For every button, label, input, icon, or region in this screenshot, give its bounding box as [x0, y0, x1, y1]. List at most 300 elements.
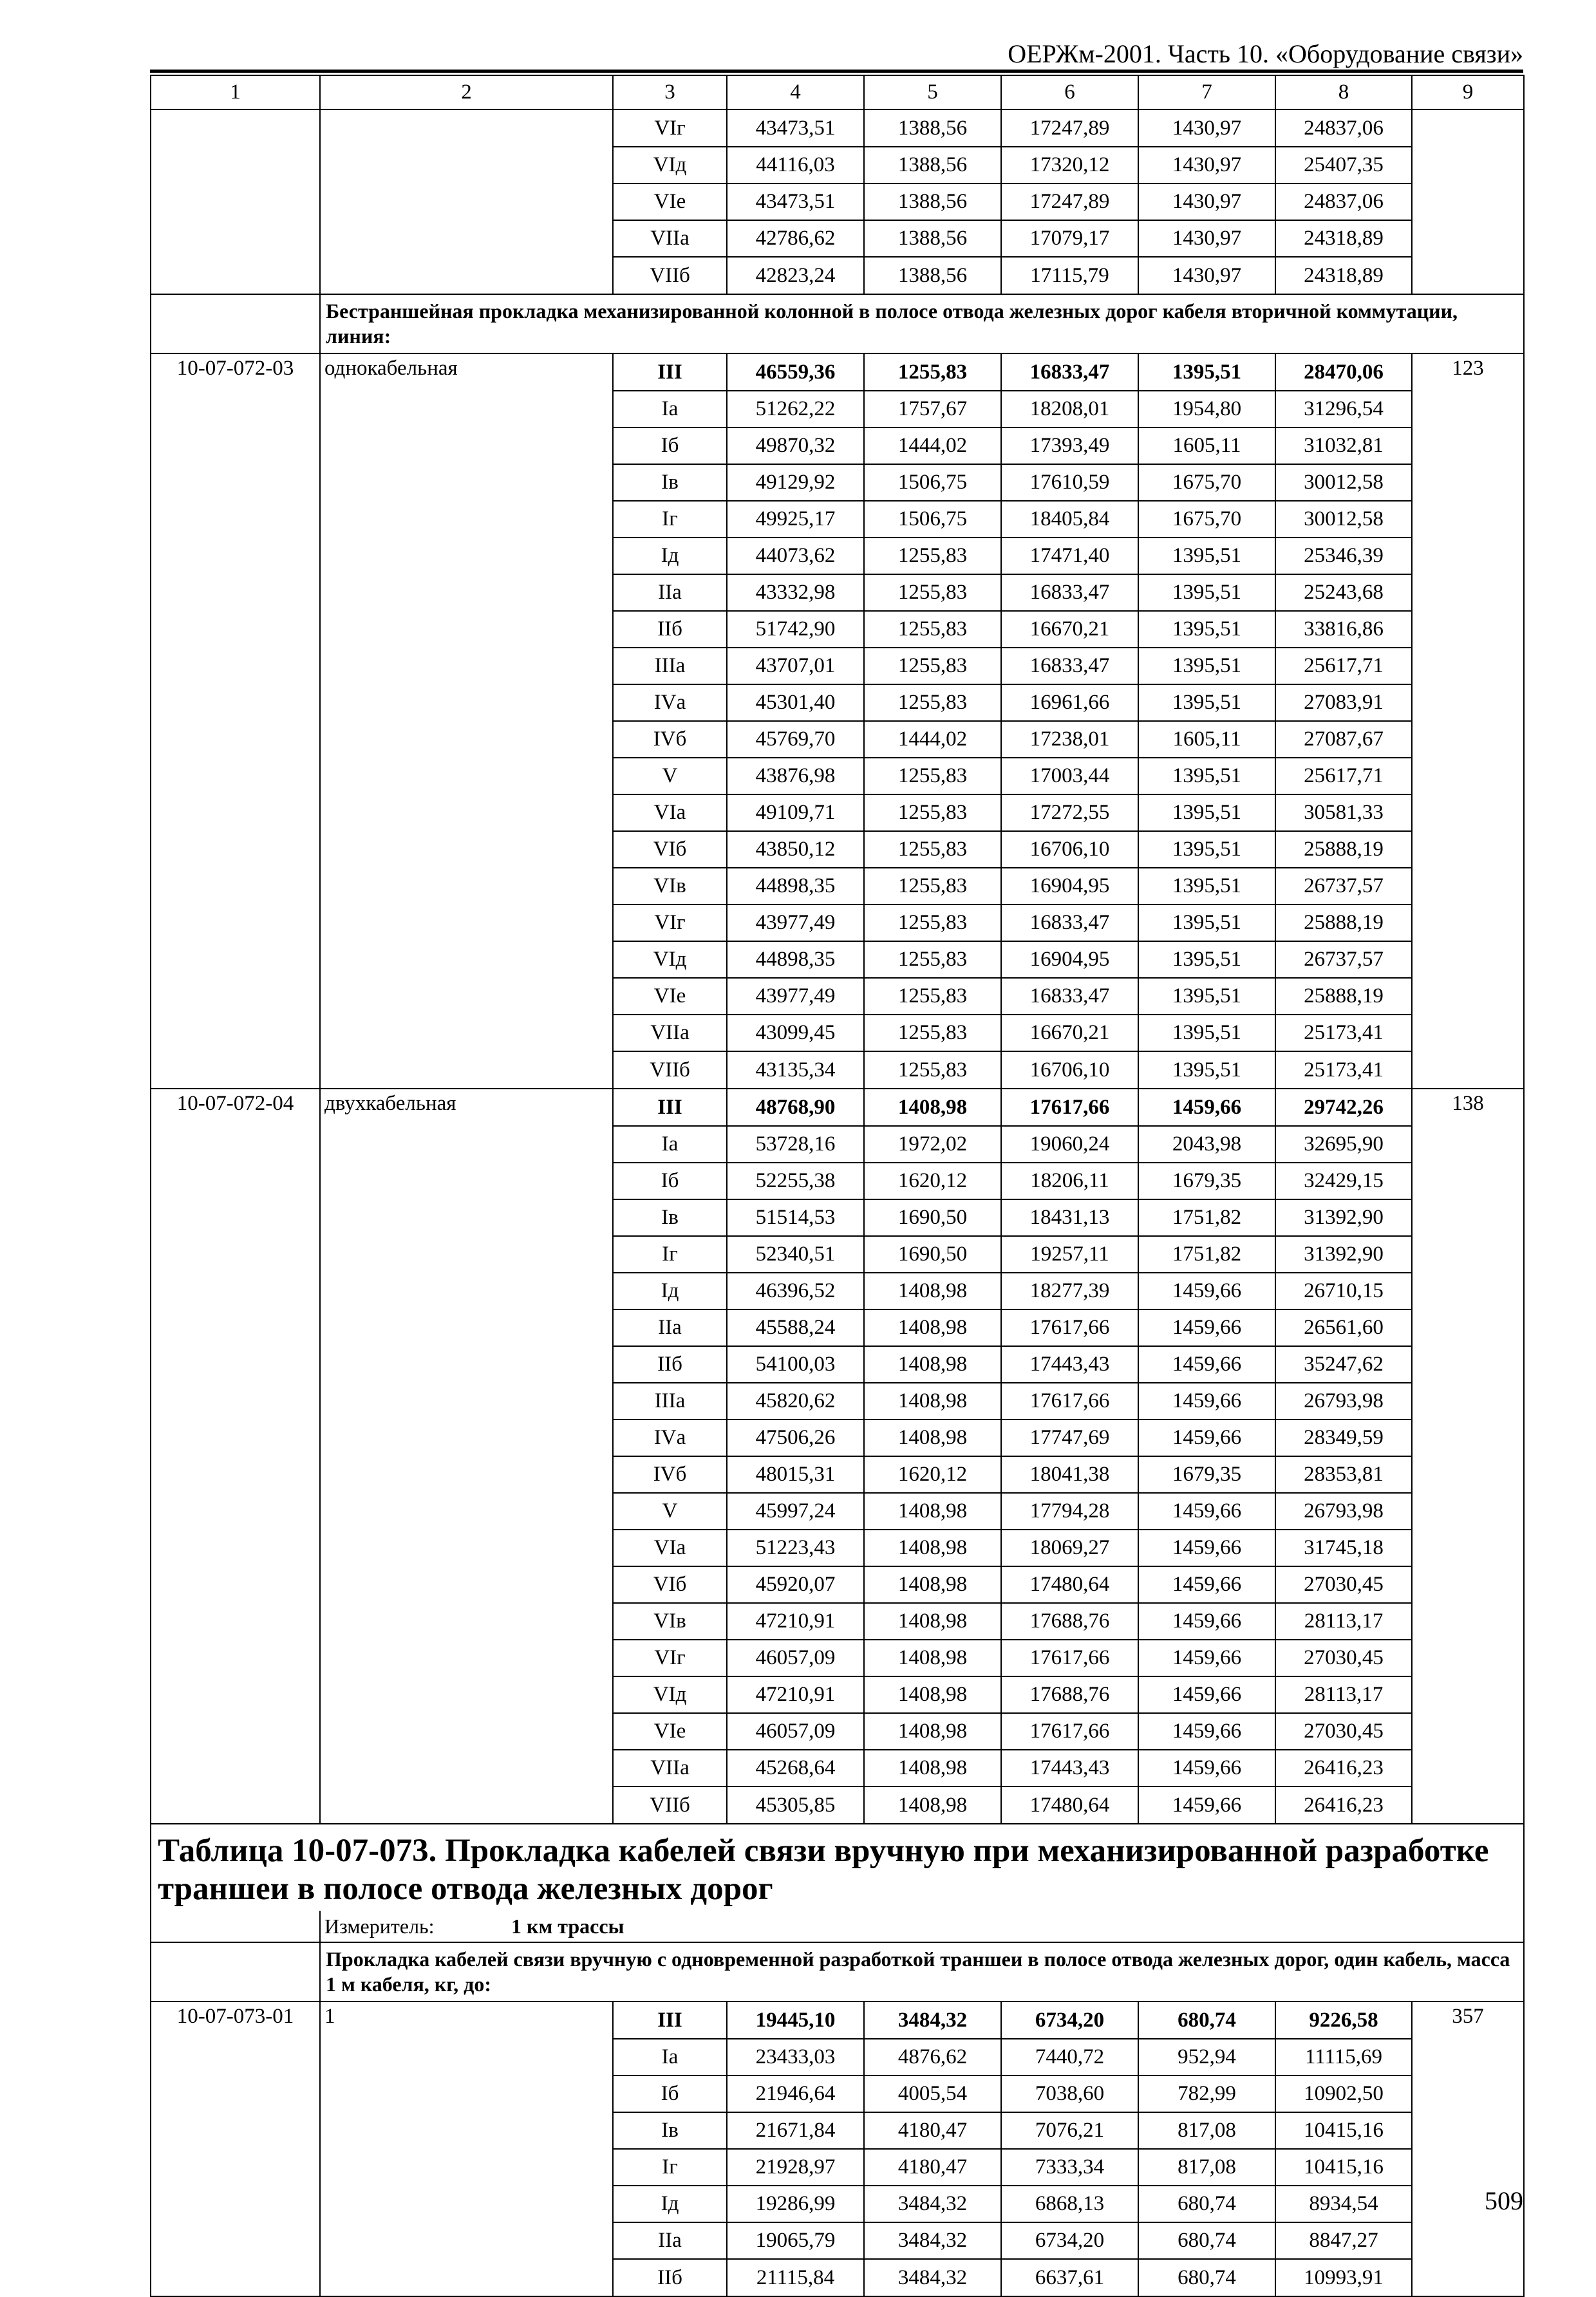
cell-value: 17471,40 — [1001, 538, 1138, 574]
table-row — [151, 1713, 1524, 1750]
cell-value: 3484,32 — [864, 2002, 1001, 2039]
cell-code — [151, 758, 320, 794]
cell-code — [151, 2186, 320, 2222]
cell-value: 17480,64 — [1001, 1566, 1138, 1603]
cell-name — [320, 1420, 613, 1456]
cell-value: 680,74 — [1138, 2186, 1275, 2222]
cell-code — [151, 1236, 320, 1273]
cell-name: двухкабельная — [320, 1089, 613, 1126]
table-row — [151, 1126, 1524, 1163]
cell-value: 19060,24 — [1001, 1126, 1138, 1163]
cell-name — [320, 721, 613, 758]
cell-name — [320, 574, 613, 611]
cell-value: 8934,54 — [1275, 2186, 1412, 2222]
cell-value: 45588,24 — [727, 1309, 864, 1346]
cell-value: 28113,17 — [1275, 1676, 1412, 1713]
cell-value: 19445,10 — [727, 2002, 864, 2039]
table-row — [151, 2112, 1524, 2149]
table-row — [151, 868, 1524, 905]
cell-value: 7333,34 — [1001, 2149, 1138, 2186]
cell-value: 1679,35 — [1138, 1456, 1275, 1493]
cell-code — [151, 831, 320, 868]
cell-value: 1459,66 — [1138, 1786, 1275, 1824]
cell-col9 — [1412, 831, 1524, 868]
cell-code — [151, 1456, 320, 1493]
cell-value: 3484,32 — [864, 2186, 1001, 2222]
cell-value: 8847,27 — [1275, 2222, 1412, 2259]
cell-col9 — [1412, 758, 1524, 794]
cell-col9 — [1412, 2149, 1524, 2186]
cell-col9 — [1412, 978, 1524, 1015]
cell-value: 18277,39 — [1001, 1273, 1138, 1309]
cell-col9 — [1412, 1051, 1524, 1089]
cell-value: 27087,67 — [1275, 721, 1412, 758]
cell-value: 1388,56 — [864, 147, 1001, 183]
cell-name — [320, 1603, 613, 1640]
cell-value: 25407,35 — [1275, 147, 1412, 183]
cell-col9 — [1412, 501, 1524, 538]
cell-name — [320, 1199, 613, 1236]
cell-name — [320, 2186, 613, 2222]
cell-value: 26710,15 — [1275, 1273, 1412, 1309]
cell-value: 1388,56 — [864, 257, 1001, 294]
cell-code — [151, 941, 320, 978]
cell-name — [320, 1456, 613, 1493]
cell-name — [320, 1530, 613, 1566]
cell-code — [151, 391, 320, 427]
cell-col9 — [1412, 1786, 1524, 1824]
cell-value: 1430,97 — [1138, 109, 1275, 147]
cell-name — [320, 109, 613, 147]
cell-value: 30581,33 — [1275, 794, 1412, 831]
cell-value: 49870,32 — [727, 427, 864, 464]
cell-value: 25888,19 — [1275, 905, 1412, 941]
cell-value: 1459,66 — [1138, 1750, 1275, 1786]
cell-value: 1675,70 — [1138, 464, 1275, 501]
cell-code — [151, 1383, 320, 1420]
cell-value: 17617,66 — [1001, 1383, 1138, 1420]
cell-value: 17610,59 — [1001, 464, 1138, 501]
cell-col9 — [1412, 1163, 1524, 1199]
cell-col9 — [1412, 220, 1524, 257]
cell-region: IIа — [613, 1309, 727, 1346]
cell-col9 — [1412, 257, 1524, 294]
cell-blank — [151, 294, 320, 353]
cell-value: 43876,98 — [727, 758, 864, 794]
table-row — [151, 1676, 1524, 1713]
cell-name — [320, 1640, 613, 1676]
cell-value: 51742,90 — [727, 611, 864, 648]
column-number: 3 — [613, 75, 727, 109]
cell-col9 — [1412, 794, 1524, 831]
section-description: Прокладка кабелей связи вручную с одновременной разработкой траншеи в полосе отвода железных дорог, один кабель, масса 1 м кабеля, кг, до: — [320, 1942, 1524, 2002]
measure-value: 1 км трассы — [511, 1915, 624, 1938]
cell-name — [320, 1750, 613, 1786]
cell-name — [320, 257, 613, 294]
cell-value: 25173,41 — [1275, 1051, 1412, 1089]
cell-code — [151, 2039, 320, 2076]
cell-code — [151, 2259, 320, 2296]
cell-value: 1395,51 — [1138, 684, 1275, 721]
cell-value: 4876,62 — [864, 2039, 1001, 2076]
cell-value: 43473,51 — [727, 183, 864, 220]
cell-name — [320, 183, 613, 220]
cell-value: 25888,19 — [1275, 978, 1412, 1015]
cell-code — [151, 1786, 320, 1824]
table-row — [151, 2076, 1524, 2112]
table-row — [151, 758, 1524, 794]
cell-value: 28353,81 — [1275, 1456, 1412, 1493]
cell-value: 30012,58 — [1275, 464, 1412, 501]
cell-value: 27083,91 — [1275, 684, 1412, 721]
cell-value: 45268,64 — [727, 1750, 864, 1786]
cell-value: 30012,58 — [1275, 501, 1412, 538]
cell-value: 16706,10 — [1001, 1051, 1138, 1089]
cell-region: VIд — [613, 1676, 727, 1713]
table-row — [151, 721, 1524, 758]
table-row — [151, 1199, 1524, 1236]
column-number: 4 — [727, 75, 864, 109]
cell-value: 16904,95 — [1001, 868, 1138, 905]
cell-value: 1255,83 — [864, 941, 1001, 978]
cell-value: 21671,84 — [727, 2112, 864, 2149]
cell-name — [320, 2112, 613, 2149]
cell-value: 3484,32 — [864, 2222, 1001, 2259]
cell-code — [151, 648, 320, 684]
cell-col9 — [1412, 2222, 1524, 2259]
cell-col9 — [1412, 721, 1524, 758]
cell-col9 — [1412, 1309, 1524, 1346]
cell-region: Iг — [613, 2149, 727, 2186]
cell-value: 1408,98 — [864, 1713, 1001, 1750]
cell-value: 680,74 — [1138, 2002, 1275, 2039]
cell-region: Iд — [613, 1273, 727, 1309]
cell-value: 1506,75 — [864, 501, 1001, 538]
cell-code — [151, 1750, 320, 1786]
table-row — [151, 1603, 1524, 1640]
measure-row — [151, 1911, 1524, 1942]
cell-code — [151, 794, 320, 831]
cell-name — [320, 2222, 613, 2259]
cell-value: 1459,66 — [1138, 1420, 1275, 1456]
table-row — [151, 1163, 1524, 1199]
cell-value: 16961,66 — [1001, 684, 1138, 721]
cell-value: 45820,62 — [727, 1383, 864, 1420]
cell-value: 1408,98 — [864, 1346, 1001, 1383]
cell-value: 16833,47 — [1001, 353, 1138, 391]
cell-col9 — [1412, 1126, 1524, 1163]
cell-value: 47506,26 — [727, 1420, 864, 1456]
cell-value: 24837,06 — [1275, 109, 1412, 147]
cell-value: 1459,66 — [1138, 1530, 1275, 1566]
cell-name — [320, 1493, 613, 1530]
cell-value: 1255,83 — [864, 684, 1001, 721]
cell-col9 — [1412, 1750, 1524, 1786]
cell-region: Iа — [613, 1126, 727, 1163]
cell-value: 1255,83 — [864, 1051, 1001, 1089]
rates-table — [150, 75, 1525, 2297]
table-row — [151, 2039, 1524, 2076]
cell-name: однокабельная — [320, 353, 613, 391]
cell-value: 782,99 — [1138, 2076, 1275, 2112]
cell-value: 1408,98 — [864, 1383, 1001, 1420]
cell-col9 — [1412, 868, 1524, 905]
cell-name — [320, 427, 613, 464]
cell-value: 21115,84 — [727, 2259, 864, 2296]
cell-name — [320, 1383, 613, 1420]
cell-value: 44073,62 — [727, 538, 864, 574]
cell-value: 16670,21 — [1001, 611, 1138, 648]
cell-value: 45920,07 — [727, 1566, 864, 1603]
cell-col9 — [1412, 1713, 1524, 1750]
cell-value: 4180,47 — [864, 2149, 1001, 2186]
cell-col9 — [1412, 109, 1524, 147]
cell-col9 — [1412, 1676, 1524, 1713]
cell-value: 45769,70 — [727, 721, 864, 758]
cell-name — [320, 1273, 613, 1309]
cell-value: 1751,82 — [1138, 1199, 1275, 1236]
table-row — [151, 1015, 1524, 1051]
cell-value: 1430,97 — [1138, 220, 1275, 257]
table-title: Таблица 10-07-073. Прокладка кабелей связи вручную при механизированной разработке траншеи в полосе отвода железных дорог — [151, 1824, 1524, 1911]
cell-name: 1 — [320, 2002, 613, 2039]
cell-col9 — [1412, 611, 1524, 648]
cell-value: 6734,20 — [1001, 2002, 1138, 2039]
cell-code — [151, 1676, 320, 1713]
cell-region: V — [613, 758, 727, 794]
cell-value: 1395,51 — [1138, 794, 1275, 831]
cell-value: 43850,12 — [727, 831, 864, 868]
cell-value: 17688,76 — [1001, 1676, 1138, 1713]
cell-value: 18206,11 — [1001, 1163, 1138, 1199]
cell-value: 25617,71 — [1275, 648, 1412, 684]
section-description: Бестраншейная прокладка механизированной колонной в полосе отвода железных дорог кабеля вторичной коммутации, линия: — [320, 294, 1524, 353]
cell-name — [320, 648, 613, 684]
cell-code — [151, 1015, 320, 1051]
cell-value: 26793,98 — [1275, 1493, 1412, 1530]
cell-value: 24318,89 — [1275, 220, 1412, 257]
cell-value: 28470,06 — [1275, 353, 1412, 391]
cell-value: 952,94 — [1138, 2039, 1275, 2076]
cell-value: 45305,85 — [727, 1786, 864, 1824]
cell-code — [151, 1566, 320, 1603]
table-row — [151, 2149, 1524, 2186]
table-row — [151, 1346, 1524, 1383]
table-row — [151, 905, 1524, 941]
cell-value: 1408,98 — [864, 1089, 1001, 1126]
cell-region: VIа — [613, 794, 727, 831]
table-row — [151, 941, 1524, 978]
cell-code: 10-07-073-01 — [151, 2002, 320, 2039]
cell-value: 16904,95 — [1001, 941, 1138, 978]
cell-value: 1408,98 — [864, 1566, 1001, 1603]
cell-value: 53728,16 — [727, 1126, 864, 1163]
cell-code — [151, 1640, 320, 1676]
cell-region: VIв — [613, 1603, 727, 1640]
cell-code — [151, 868, 320, 905]
cell-value: 1459,66 — [1138, 1346, 1275, 1383]
cell-value: 48015,31 — [727, 1456, 864, 1493]
cell-code — [151, 1163, 320, 1199]
cell-code — [151, 2222, 320, 2259]
cell-value: 24318,89 — [1275, 257, 1412, 294]
cell-value: 1395,51 — [1138, 611, 1275, 648]
column-number-row — [151, 75, 1524, 109]
cell-region: VIIб — [613, 257, 727, 294]
cell-name — [320, 1713, 613, 1750]
cell-value: 27030,45 — [1275, 1640, 1412, 1676]
cell-value: 17320,12 — [1001, 147, 1138, 183]
cell-value: 1459,66 — [1138, 1309, 1275, 1346]
cell-value: 44898,35 — [727, 941, 864, 978]
cell-region: IIа — [613, 574, 727, 611]
cell-code — [151, 147, 320, 183]
section-row — [151, 294, 1524, 353]
table-row — [151, 183, 1524, 220]
cell-region: IIа — [613, 2222, 727, 2259]
cell-region: IVб — [613, 721, 727, 758]
cell-value: 26737,57 — [1275, 868, 1412, 905]
cell-value: 51223,43 — [727, 1530, 864, 1566]
cell-value: 19065,79 — [727, 2222, 864, 2259]
column-number: 7 — [1138, 75, 1275, 109]
cell-code — [151, 1530, 320, 1566]
cell-region: IVа — [613, 684, 727, 721]
cell-code — [151, 2076, 320, 2112]
cell-value: 1459,66 — [1138, 1603, 1275, 1640]
cell-value: 25617,71 — [1275, 758, 1412, 794]
table-row — [151, 220, 1524, 257]
table-row — [151, 391, 1524, 427]
cell-code — [151, 1273, 320, 1309]
cell-name — [320, 501, 613, 538]
cell-value: 16833,47 — [1001, 978, 1138, 1015]
cell-region: Iа — [613, 2039, 727, 2076]
table-row — [151, 464, 1524, 501]
cell-value: 1395,51 — [1138, 941, 1275, 978]
cell-value: 31392,90 — [1275, 1236, 1412, 1273]
cell-value: 17443,43 — [1001, 1346, 1138, 1383]
cell-col9 — [1412, 905, 1524, 941]
cell-value: 1395,51 — [1138, 1015, 1275, 1051]
cell-value: 17247,89 — [1001, 183, 1138, 220]
cell-value: 49109,71 — [727, 794, 864, 831]
cell-value: 1408,98 — [864, 1530, 1001, 1566]
cell-value: 17443,43 — [1001, 1750, 1138, 1786]
cell-value: 26793,98 — [1275, 1383, 1412, 1420]
table-row — [151, 1309, 1524, 1346]
table-row — [151, 574, 1524, 611]
cell-value: 46057,09 — [727, 1713, 864, 1750]
cell-col9 — [1412, 1236, 1524, 1273]
measure-label: Измеритель: — [324, 1915, 435, 1938]
cell-value: 49129,92 — [727, 464, 864, 501]
cell-value: 6637,61 — [1001, 2259, 1138, 2296]
cell-value: 26416,23 — [1275, 1786, 1412, 1824]
cell-value: 1408,98 — [864, 1493, 1001, 1530]
cell-value: 1388,56 — [864, 220, 1001, 257]
cell-value: 1444,02 — [864, 721, 1001, 758]
cell-value: 16833,47 — [1001, 574, 1138, 611]
cell-value: 1679,35 — [1138, 1163, 1275, 1199]
cell-region: IVб — [613, 1456, 727, 1493]
table-title-row — [151, 1824, 1524, 1911]
cell-region: VIг — [613, 1640, 727, 1676]
cell-region: VIе — [613, 183, 727, 220]
cell-code: 10-07-072-04 — [151, 1089, 320, 1126]
cell-col9 — [1412, 1640, 1524, 1676]
page-number: 509 — [1485, 2186, 1523, 2215]
cell-col9 — [1412, 1383, 1524, 1420]
cell-region: Iг — [613, 501, 727, 538]
cell-name — [320, 794, 613, 831]
cell-value: 1459,66 — [1138, 1713, 1275, 1750]
column-number: 2 — [320, 75, 613, 109]
cell-value: 10415,16 — [1275, 2112, 1412, 2149]
cell-name — [320, 147, 613, 183]
cell-code — [151, 1346, 320, 1383]
cell-code — [151, 1309, 320, 1346]
cell-col9 — [1412, 574, 1524, 611]
cell-value: 29742,26 — [1275, 1089, 1412, 1126]
cell-col9 — [1412, 941, 1524, 978]
table-row — [151, 147, 1524, 183]
table-row — [151, 257, 1524, 294]
cell-value: 1430,97 — [1138, 147, 1275, 183]
cell-value: 26416,23 — [1275, 1750, 1412, 1786]
cell-region: VIа — [613, 1530, 727, 1566]
cell-code — [151, 684, 320, 721]
cell-code — [151, 427, 320, 464]
cell-value: 1690,50 — [864, 1236, 1001, 1273]
cell-region: VIIа — [613, 1750, 727, 1786]
table-row — [151, 427, 1524, 464]
cell-region: Iв — [613, 464, 727, 501]
cell-value: 26561,60 — [1275, 1309, 1412, 1346]
table-row — [151, 1089, 1524, 1126]
cell-name — [320, 1309, 613, 1346]
cell-value: 26737,57 — [1275, 941, 1412, 978]
cell-value: 17238,01 — [1001, 721, 1138, 758]
cell-code — [151, 1420, 320, 1456]
cell-region: Iв — [613, 2112, 727, 2149]
cell-code — [151, 2149, 320, 2186]
cell-region: VIб — [613, 1566, 727, 1603]
cell-value: 17272,55 — [1001, 794, 1138, 831]
cell-value: 17617,66 — [1001, 1640, 1138, 1676]
table-row — [151, 353, 1524, 391]
cell-code — [151, 1199, 320, 1236]
cell-value: 1751,82 — [1138, 1236, 1275, 1273]
cell-value: 46559,36 — [727, 353, 864, 391]
cell-value: 1459,66 — [1138, 1640, 1275, 1676]
cell-region: VIIб — [613, 1051, 727, 1089]
cell-col9 — [1412, 391, 1524, 427]
cell-code — [151, 220, 320, 257]
cell-name — [320, 611, 613, 648]
cell-region: VIг — [613, 109, 727, 147]
cell-name — [320, 684, 613, 721]
cell-region: Iб — [613, 1163, 727, 1199]
cell-name — [320, 1051, 613, 1089]
cell-value: 1395,51 — [1138, 574, 1275, 611]
cell-value: 46396,52 — [727, 1273, 864, 1309]
cell-region: Iв — [613, 1199, 727, 1236]
column-number: 9 — [1412, 75, 1524, 109]
cell-col9 — [1412, 1456, 1524, 1493]
cell-name — [320, 1163, 613, 1199]
cell-col9 — [1412, 2112, 1524, 2149]
